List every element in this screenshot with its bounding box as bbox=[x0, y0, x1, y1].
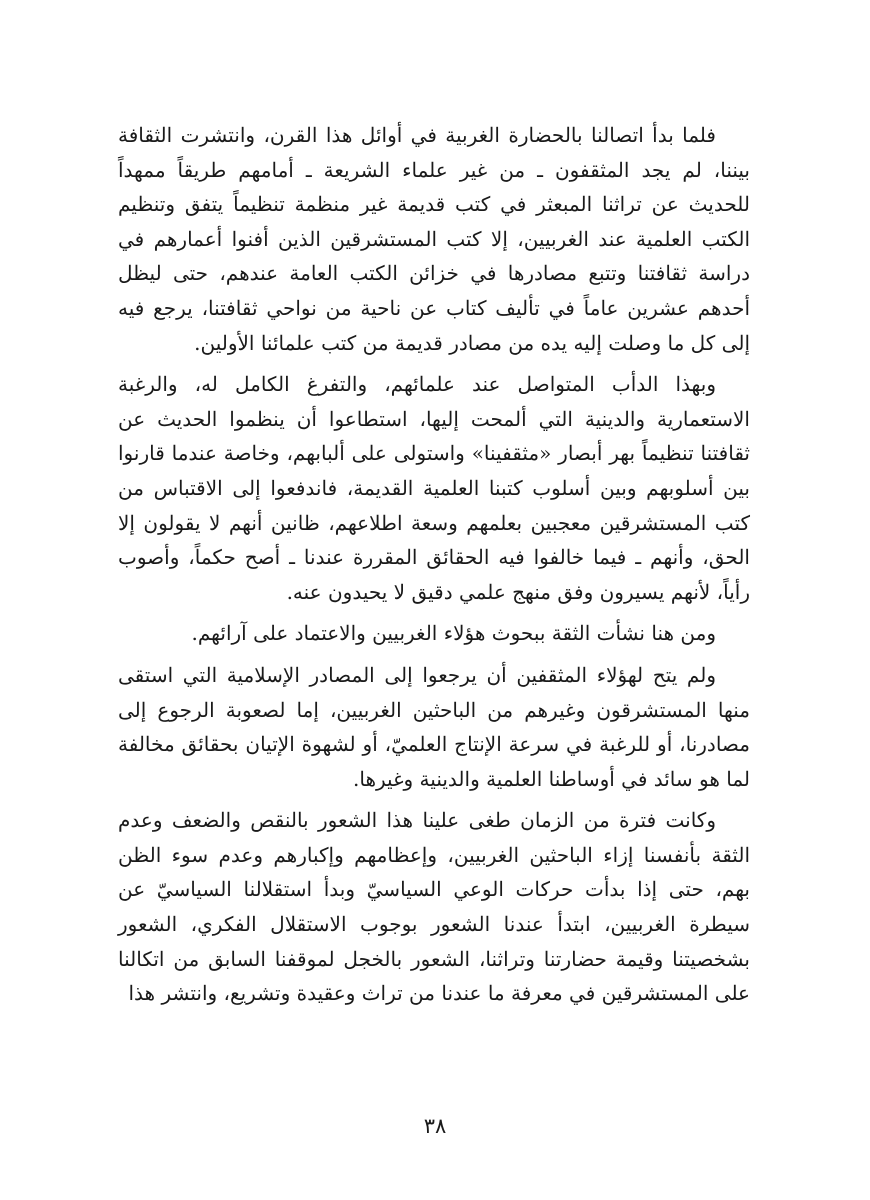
body-text bbox=[118, 118, 750, 1018]
paragraph-5: وكانت فترة من الزمان طغى علينا هذا الشعور بالنقص والضعف وعدم الثقة بأنفسنا إزاء الباحثين الغربيين، وإعظامهم وإكبارهم وعدم سوء الظن بهم، حتى إذا بدأت حركات الوعي السياسيّ وبدأ استقلالنا السياسيّ عن سيطرة الغربيين، ابتدأ عندنا الشعور بوجوب الاستقلال الفكري، الشعور بشخصيتنا وقيمة حضارتنا وتراثنا، الشعور بالخجل لموقفنا السابق من اتكالنا على المستشرقين في معرفة ما عندنا من تراث وعقيدة وتشريع، وانتشر هذا bbox=[118, 808, 750, 1006]
paragraph-2: وبهذا الدأب المتواصل عند علمائهم، والتفرغ الكامل له، والرغبة الاستعمارية والدينية التي ألمحت إليها، استطاعوا أن ينظموا الحديث عن ثقافتنا تنظيماً بهر أبصار «مثقفينا» واستولى على ألبابهم، وخاصة عندما قارنوا بين أسلوبهم وبين أسلوب كتبنا العلمية القديمة، فاندفعوا إلى الاقتباس من كتب المستشرقين معجبين بعلمهم وسعة اطلاعهم، ظانين أنهم لا يقولون إلا الحق، وأنهم ـ فيما خالفوا فيه الحقائق المقررة عندنا ـ أصح حكماً، وأصوب رأياً، لأنهم يسيرون وفق منهج علمي دقيق لا يحيدون عنه. bbox=[118, 372, 751, 604]
paragraph-4: ولم يتح لهؤلاء المثقفين أن يرجعوا إلى المصادر الإسلامية التي استقى منها المستشرقون وغيرهم من الباحثين الغربيين، إما لصعوبة الرجوع إلى مصادرنا، أو للرغبة في سرعة الإنتاج العلميّ، أو لشهوة الإتيان بحقائق مخالفة لما هو سائد في أوساطنا العلمية والدينية وغيرها. bbox=[118, 662, 750, 791]
paragraph-3: ومن هنا نشأت الثقة ببحوث هؤلاء الغربيين والاعتماد على آرائهم. bbox=[191, 621, 716, 646]
paragraph-1: فلما بدأ اتصالنا بالحضارة الغربية في أوائل هذا القرن، وانتشرت الثقافة بيننا، لم يجد المثقفون ـ من غير علماء الشريعة ـ أمامهم طريقاً ممهداً للحديث عن تراثنا المبعثر في كتب قديمة غير منظمة تنظيماً يتفق وتنظيم الكتب العلمية عند الغربيين، إلا كتب المستشرقين الذين أفنوا أعمارهم في دراسة ثقافتنا وتتبع مصادرها في خزائن الكتب العامة عندهم، حتى ليظل أحدهم عشرين عاماً في تأليف كتاب عن ناحية من نواحي ثقافتنا، يرجع فيه إلى كل ما وصلت إليه يده من مصادر قديمة من كتب علمائنا الأولين. bbox=[118, 123, 750, 355]
page-number: ٣٨ bbox=[423, 1114, 447, 1138]
